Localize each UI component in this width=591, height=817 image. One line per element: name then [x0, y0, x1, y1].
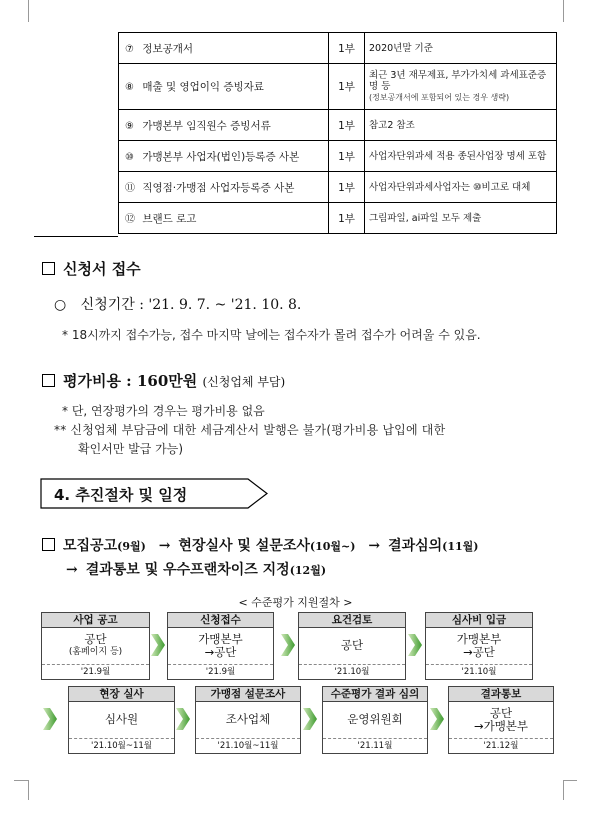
item-number: ⑫	[125, 214, 135, 225]
crop-mark	[563, 780, 564, 800]
item-cell	[119, 203, 329, 234]
flow-step-body	[42, 628, 149, 663]
documents-table	[118, 32, 557, 234]
flow-step-actor: 공단	[84, 631, 107, 646]
qty-cell: 1부	[329, 141, 365, 172]
section-4-banner	[40, 478, 268, 509]
crop-mark	[563, 780, 577, 781]
flow-step-actor: 공단	[489, 705, 513, 720]
item-number: ⑨	[125, 120, 134, 132]
checkbox-square-icon	[42, 374, 55, 387]
item-number: ⑧	[125, 82, 134, 93]
flow-step-title: 결과통보	[449, 687, 553, 702]
item-cell	[119, 141, 329, 172]
crop-mark	[28, 0, 29, 22]
note-cell	[365, 141, 557, 172]
qty-cell: 1부	[329, 172, 365, 203]
chevron-arrow-icon	[281, 634, 295, 656]
flow-step-date: '21.12월	[449, 738, 553, 753]
note-cell	[365, 172, 557, 203]
flow-step-title: 요건검토	[299, 613, 405, 628]
table-bottom-rule	[34, 236, 118, 237]
flow-step	[425, 612, 533, 680]
flow-step	[195, 686, 301, 754]
period-label: 신청기간 :	[80, 297, 144, 313]
flow-step-date: '21.10월~11월	[69, 738, 174, 753]
schedule-line-1: 모집공고(9월) → 현장실사 및 설문조사(10월~) → 결과심의(11월)	[42, 535, 479, 555]
chevron-arrow-icon	[151, 634, 165, 656]
reception-period	[54, 294, 301, 314]
circle-bullet-icon: ○	[54, 297, 67, 313]
checkbox-square-icon	[42, 538, 55, 551]
flow-step-detail: →공단	[463, 644, 495, 659]
item-cell	[119, 64, 329, 110]
fee-note-2-cont: 확인서만 발급 가능)	[78, 442, 184, 456]
item-name: 정보공개서	[142, 42, 194, 55]
chevron-arrow-icon	[176, 708, 190, 730]
fee-heading: 평가비용 : 160만원 (신청업체 부담)	[42, 370, 285, 391]
schedule-line-2: → 결과통보 및 우수프랜차이즈 지정(12월)	[66, 562, 327, 578]
flow-step-actor: 심사원	[104, 712, 139, 726]
flow-step-date: '21.10월	[299, 664, 405, 679]
flow-step	[41, 612, 150, 680]
item-number: ⑩	[125, 151, 134, 163]
item-name: 가맹본부 임직원수 증빙서류	[142, 119, 271, 132]
flow-step-title: 심사비 입금	[426, 613, 532, 628]
flow-step-actor: 가맹본부	[198, 631, 243, 646]
flow-step-date: '21.11월	[323, 738, 427, 753]
flow-step-actor: 운영위원회	[347, 712, 403, 726]
reception-note: * 18시까지 접수가능, 접수 마지막 날에는 접수자가 몰려 접수가 어려울 수 있음.	[62, 328, 481, 342]
flow-step-detail: (홈페이지 등)	[68, 646, 123, 657]
note-subtext: (정보공개서에 포함되어 있는 경우 생략)	[369, 93, 510, 102]
table-row	[119, 33, 557, 64]
flow-step-title: 사업 공고	[42, 613, 149, 628]
item-cell	[119, 172, 329, 203]
flow-step-actor: 공단	[340, 638, 364, 652]
flow-step	[68, 686, 175, 754]
item-cell	[119, 110, 329, 141]
flow-step	[167, 612, 274, 680]
flow-step-title: 수준평가 결과 심의	[323, 687, 427, 702]
flow-step-title: 가맹점 설문조사	[196, 687, 300, 702]
note-cell	[365, 203, 557, 234]
flow-step-body	[299, 628, 405, 663]
table-row	[119, 110, 557, 141]
reception-heading: 신청서 접수	[42, 258, 141, 279]
fee-note-2: ** 신청업체 부담금에 대한 세금계산서 발행은 불가(평가비용 납입에 대한	[54, 423, 446, 437]
period-value: '21. 9. 7. ~ '21. 10. 8.	[148, 297, 302, 313]
flow-step-detail: →가맹본부	[473, 718, 529, 733]
note-text: 그림파일, ai파일 모두 제출	[369, 212, 482, 224]
flow-step-date: '21.10월	[426, 664, 532, 679]
flow-step-body	[196, 702, 300, 737]
flow-step-date: '21.9월	[168, 664, 273, 679]
qty-cell: 1부	[329, 33, 365, 64]
flow-step-detail: →공단	[204, 644, 237, 659]
item-name: 직영점·가맹점 사업자등록증 사본	[142, 182, 295, 194]
item-name: 브랜드 로고	[142, 213, 197, 225]
chevron-arrow-icon	[43, 708, 57, 730]
flow-step	[298, 612, 406, 680]
item-number: ⑦	[125, 43, 134, 55]
item-cell	[119, 33, 329, 64]
note-text: 사업자단위과세사업자는 ⑩비고로 대체	[369, 181, 531, 193]
flow-step-actor: 조사업체	[225, 712, 271, 726]
fee-note-1: * 단, 연장평가의 경우는 평가비용 없음	[62, 404, 265, 418]
note-cell	[365, 33, 557, 64]
table-row	[119, 64, 557, 110]
flow-step	[322, 686, 428, 754]
flow-step	[448, 686, 554, 754]
table-row	[119, 172, 557, 203]
chevron-arrow-icon	[430, 708, 444, 730]
flow-step-title: 신청접수	[168, 613, 273, 628]
fee-suffix: (신청업체 부담)	[202, 375, 286, 389]
crop-mark	[28, 780, 29, 800]
flow-step-body	[323, 702, 427, 737]
note-text: 최근 3년 재무제표, 부가가치세 과세표준증명 등	[369, 70, 547, 92]
flow-step-body	[426, 628, 532, 663]
flow-step-body	[168, 628, 273, 663]
chevron-arrow-icon	[303, 708, 317, 730]
item-name: 매출 및 영업이익 증빙자료	[142, 81, 264, 93]
qty-cell: 1부	[329, 110, 365, 141]
qty-cell: 1부	[329, 203, 365, 234]
flow-step-body	[69, 702, 174, 737]
table-row	[119, 203, 557, 234]
note-text: 2020년말 기준	[369, 42, 433, 54]
chevron-arrow-icon	[408, 634, 422, 656]
item-number: ⑪	[125, 183, 135, 194]
checkbox-square-icon	[42, 262, 55, 275]
note-text: 참고2 참조	[369, 119, 415, 131]
flow-step-date: '21.10월~11월	[196, 738, 300, 753]
crop-mark	[14, 780, 28, 781]
flow-caption: < 수준평가 지원절차 >	[238, 596, 353, 609]
crop-mark	[563, 0, 564, 22]
flow-step-date: '21.9월	[42, 664, 149, 679]
note-cell	[365, 110, 557, 141]
qty-cell: 1부	[329, 64, 365, 110]
table-row	[119, 141, 557, 172]
flow-step-actor: 가맹본부	[456, 631, 502, 646]
section-4-title: 4. 추진절차 및 일정	[54, 486, 188, 504]
flow-step-body	[449, 702, 553, 737]
note-text: 사업자단위과세 적용 종된사업장 명세 포함	[369, 150, 547, 162]
flow-step-title: 현장 실사	[69, 687, 174, 702]
item-name: 가맹본부 사업자(법인)등록증 사본	[142, 150, 300, 163]
note-cell	[365, 64, 557, 110]
